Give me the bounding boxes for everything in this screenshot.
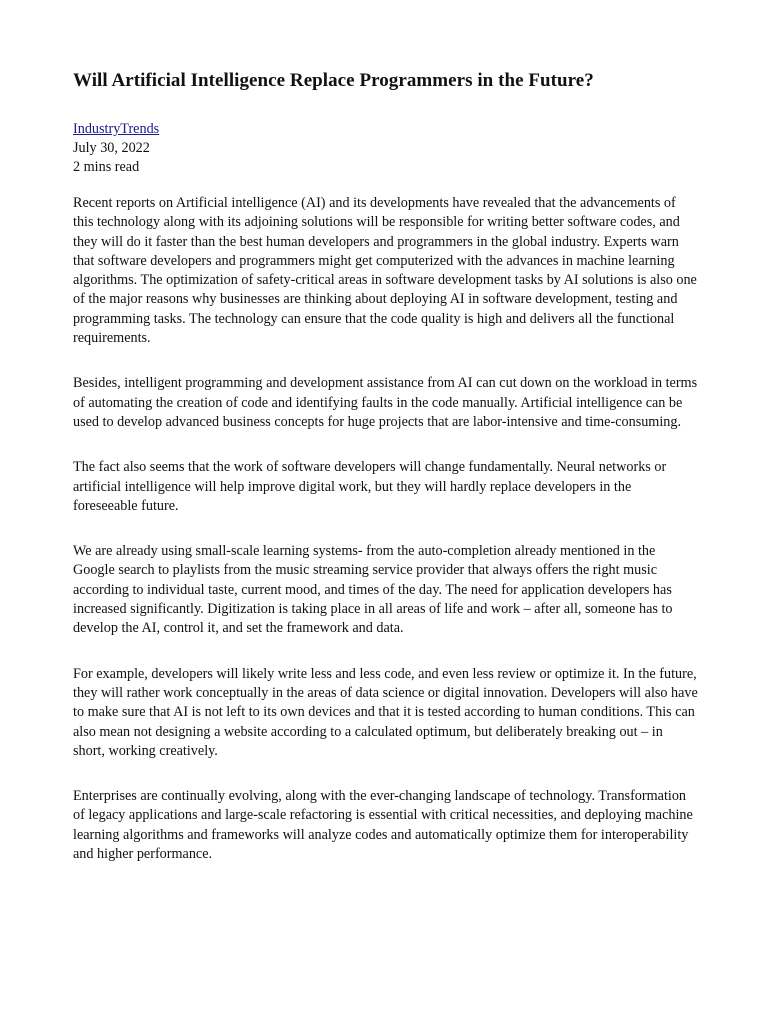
publish-date: July 30, 2022 (73, 140, 150, 156)
article-paragraph-1: Recent reports on Artificial intelligence (AI) and its developments have revealed that the advancements of this technology along with its adjoining solutions will be responsible for writing better software codes, and they will do it faster than the best human developers and programmers in the global industry. Experts warn that software developers and programmers might get computerized with the advances in machine learning algorithms. The optimization of safety-critical areas in software development tasks by AI solutions is also one of the major reasons why businesses are thinking about deploying AI in software development, testing and programming tasks. The technology can ensure that the code quality is high and delivers all the functional requirements. (73, 195, 697, 347)
article-paragraph-5: For example, developers will likely write less and less code, and even less review or optimize it. In the future, they will rather work conceptually in the areas of data science or digital innovation. Developers will also have to make sure that AI is not left to its own devices and that it is tested according to human conditions. This can also mean not designing a website according to a calculated optimum, but deliberately breaking out – in short, working creatively. (73, 665, 698, 759)
article-page (73, 68, 698, 890)
article-paragraph-2: Besides, intelligent programming and development assistance from AI can cut down on the workload in terms of automating the creation of code and identifying faults in the code manually. Artificial intelligence can be used to develop advanced business concepts for huge projects that are labor-intensive and time-consuming. (73, 375, 698, 430)
article-paragraph-6: Enterprises are continually evolving, along with the ever-changing landscape of technology. Transformation of legacy applications and large-scale refactoring is essential with critical necessities, and deploying machine learning algorithms and frameworks will analyze codes and automatically optimize them for interoperability and higher performance. (73, 788, 693, 863)
article-meta (73, 120, 698, 177)
article-title: Will Artificial Intelligence Replace Programmers in the Future? (73, 70, 594, 91)
article-paragraph-4: We are already using small-scale learning systems- from the auto-completion already mentioned in the Google search to playlists from the music streaming service provider that always offers the right music according to individual taste, current mood, and times of the day. The need for application developers has increased significantly. Digitization is taking place in all areas of life and work – after all, someone has to develop the AI, control it, and set the framework and data. (73, 543, 673, 637)
article-paragraph-3: The fact also seems that the work of software developers will change fundamentally. Neural networks or artificial intelligence will help improve digital work, but they will hardly replace developers in the foreseeable future. (73, 459, 667, 514)
author-link[interactable]: IndustryTrends (73, 121, 160, 137)
read-time: 2 mins read (73, 159, 140, 175)
